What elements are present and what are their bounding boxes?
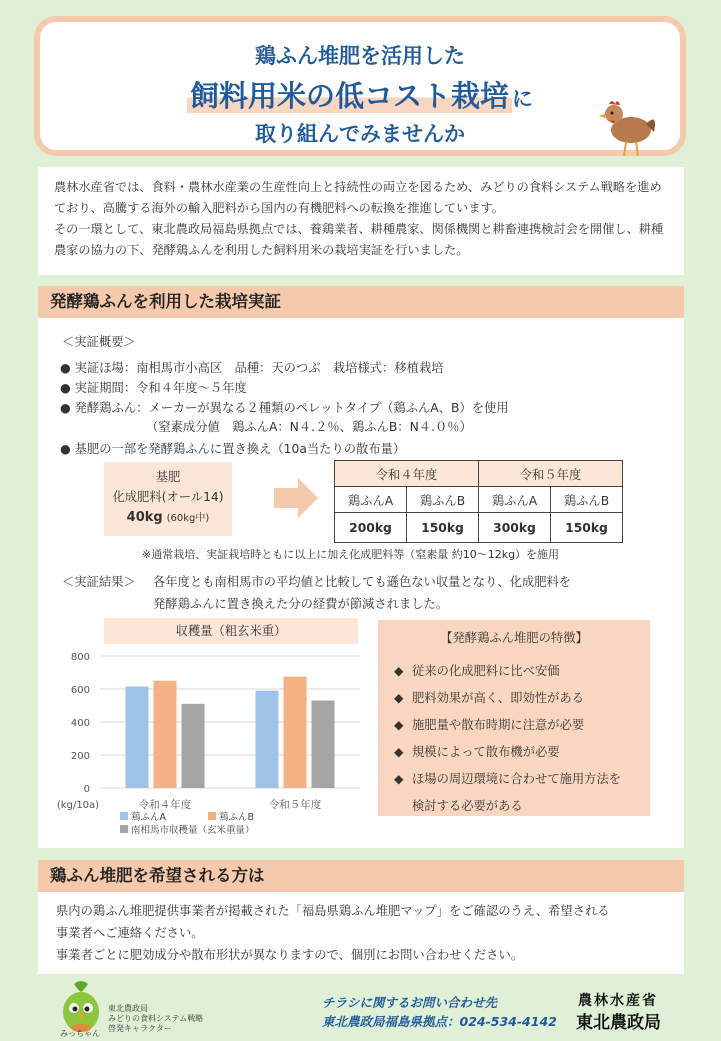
- overview-bullet: ● 実証ほ場：南相馬市小高区 品種：天のつぶ 栽培様式：移植栽培: [60, 361, 444, 375]
- table-year: 令和５年度: [479, 461, 623, 487]
- y-tick-label: 600: [70, 685, 90, 696]
- bar: [154, 681, 177, 788]
- intro-panel: [38, 167, 684, 275]
- legend-label: 鶏ふんB: [219, 812, 255, 823]
- bar: [182, 704, 205, 788]
- features-heading: 【発酵鶏ふん堆肥の特徴】: [440, 631, 588, 645]
- features-box: [378, 620, 650, 816]
- contact-title: チラシに関するお問い合わせ先: [322, 995, 498, 1010]
- title-line3: 取り組んでみませんか: [255, 122, 465, 146]
- mascot-description: 東北農政局 みどりの食料システム戦略 啓発キャラクター: [108, 1004, 204, 1033]
- y-axis-label: (kg/10a): [56, 800, 100, 811]
- overview-bullet: ● 基肥の一部を発酵鶏ふんに置き換え（10a当たりの散布量）: [60, 442, 406, 456]
- title-line1: 鶏ふん堆肥を活用した: [255, 44, 465, 68]
- table-cell: 150kg: [407, 513, 479, 543]
- overview-bullet: ● 実証期間：令和４年度～５年度: [60, 381, 247, 395]
- mascot-name: みっちゃん: [60, 1029, 100, 1038]
- bar: [126, 687, 149, 788]
- feature-item: ◆ 規模によって散布機が必要: [394, 739, 621, 766]
- table-header: 鶏ふんA: [479, 487, 551, 513]
- y-tick-label: 800: [70, 652, 90, 663]
- feature-item: ◆ 従来の化成肥料に比べ安価: [394, 658, 621, 685]
- overview-bullet: ● 発酵鶏ふん：メーカーが異なる２種類のペレットタイプ（鶏ふんA、B）を使用: [60, 401, 509, 415]
- bar: [284, 677, 307, 788]
- table-header: 鶏ふんA: [335, 487, 407, 513]
- bar: [312, 701, 335, 788]
- legend-swatch: [120, 825, 128, 833]
- overview-bullet: （窒素成分値 鶏ふんA：N４.２％、鶏ふんB：N４.０％）: [146, 420, 472, 434]
- title-suffix: に: [512, 87, 533, 111]
- base-fertilizer-amount: 40kg: [126, 510, 163, 525]
- table-cell: 300kg: [479, 513, 551, 543]
- bureau-name: 東北農政局: [576, 1013, 661, 1033]
- x-tick-label: 令和４年度: [138, 799, 192, 811]
- feature-item: ◆ 肥料効果が高く、即効性がある: [394, 685, 621, 712]
- title-highlight: 飼料用米の低コスト栽培: [187, 79, 512, 113]
- intro-paragraph-1: 農林水産省では、食料・農林水産業の生産性向上と持続性の両立を図るため、みどりの食料システム戦略を進めており、高騰する海外の輸入肥料から国内の有機肥料への転換を推進しています。: [54, 180, 662, 215]
- ministry-name: 農林水産省: [578, 993, 658, 1009]
- y-tick-label: 0: [83, 784, 90, 795]
- table-year: 令和４年度: [335, 461, 479, 487]
- table-header: 鶏ふんB: [407, 487, 479, 513]
- chicken-icon: [598, 94, 660, 160]
- request-line-1: 県内の鶏ふん堆肥提供事業者が掲載された「福島県鶏ふん堆肥マップ」をご確認のうえ、希望される: [56, 904, 610, 918]
- base-fertilizer-note: (60kg中): [166, 513, 210, 524]
- base-fertilizer-name: 化成肥料(オール14): [112, 490, 224, 504]
- diamond-icon: ◆: [394, 772, 404, 786]
- diamond-icon: ◆: [394, 745, 404, 759]
- base-fertilizer-box: [104, 462, 232, 536]
- feature-item-continued: 検討する必要がある: [412, 799, 523, 813]
- request-panel: [38, 892, 684, 974]
- diamond-icon: ◆: [394, 664, 404, 678]
- table-note: ※通常栽培、実証栽培時ともに以上に加え化成肥料等（窒素量 約10～12kg）を施用: [142, 548, 560, 561]
- title-box: [34, 16, 686, 156]
- right-arrow-icon: [274, 476, 318, 520]
- legend-label: 鶏ふんA: [131, 812, 166, 823]
- y-tick-label: 200: [70, 751, 90, 762]
- x-tick-label: 令和５年度: [268, 799, 322, 811]
- features-list: [394, 658, 621, 820]
- result-label: ＜実証結果＞: [62, 575, 136, 589]
- section-heading-trial: 発酵鶏ふんを利用した栽培実証: [38, 286, 684, 318]
- overview-label: ＜実証概要＞: [62, 335, 136, 349]
- table-cell: 200kg: [335, 513, 407, 543]
- base-fertilizer-label: 基肥: [155, 470, 181, 484]
- feature-item: ◆ 施肥量や散布時期に注意が必要: [394, 712, 621, 739]
- diamond-icon: ◆: [394, 691, 404, 705]
- chart-title: 収穫量（粗玄米重）: [104, 618, 358, 644]
- contact-phone: 東北農政局福島県拠点：024-534-4142: [322, 1014, 557, 1029]
- diamond-icon: ◆: [394, 718, 404, 732]
- feature-item: ◆ ほ場の周辺環境に合わせて施用方法を: [394, 766, 621, 793]
- legend-swatch: [208, 812, 216, 820]
- table-header: 鶏ふんB: [551, 487, 623, 513]
- title-line2: [40, 74, 680, 115]
- request-line-2: 事業者へご連絡ください。: [56, 926, 204, 940]
- y-tick-label: 400: [70, 718, 90, 729]
- legend-label: 南相馬市収穫量（玄米重量）: [131, 825, 255, 836]
- section-heading-request: 鶏ふん堆肥を希望される方は: [38, 860, 684, 892]
- request-line-3: 事業者ごとに肥効成分や散布形状が異なりますので、個別にお問い合わせください。: [56, 948, 524, 962]
- amount-table: [334, 460, 623, 543]
- bar: [256, 691, 279, 788]
- result-text-2: 発酵鶏ふんに置き換えた分の経費が節減されました。: [153, 597, 449, 611]
- result-text-1: 各年度とも南相馬市の平均値と比較しても遜色ない収量となり、化成肥料を: [153, 575, 572, 589]
- table-cell: 150kg: [551, 513, 623, 543]
- legend-swatch: [120, 812, 128, 820]
- intro-paragraph-2: その一環として、東北農政局福島県拠点では、養鶏業者、耕種農家、関係機関と耕畜連携検討会を開催し、耕種農家の協力の下、発酵鶏ふんを利用した飼料用米の栽培実証を行いました。: [54, 222, 664, 257]
- yield-chart: [40, 644, 370, 844]
